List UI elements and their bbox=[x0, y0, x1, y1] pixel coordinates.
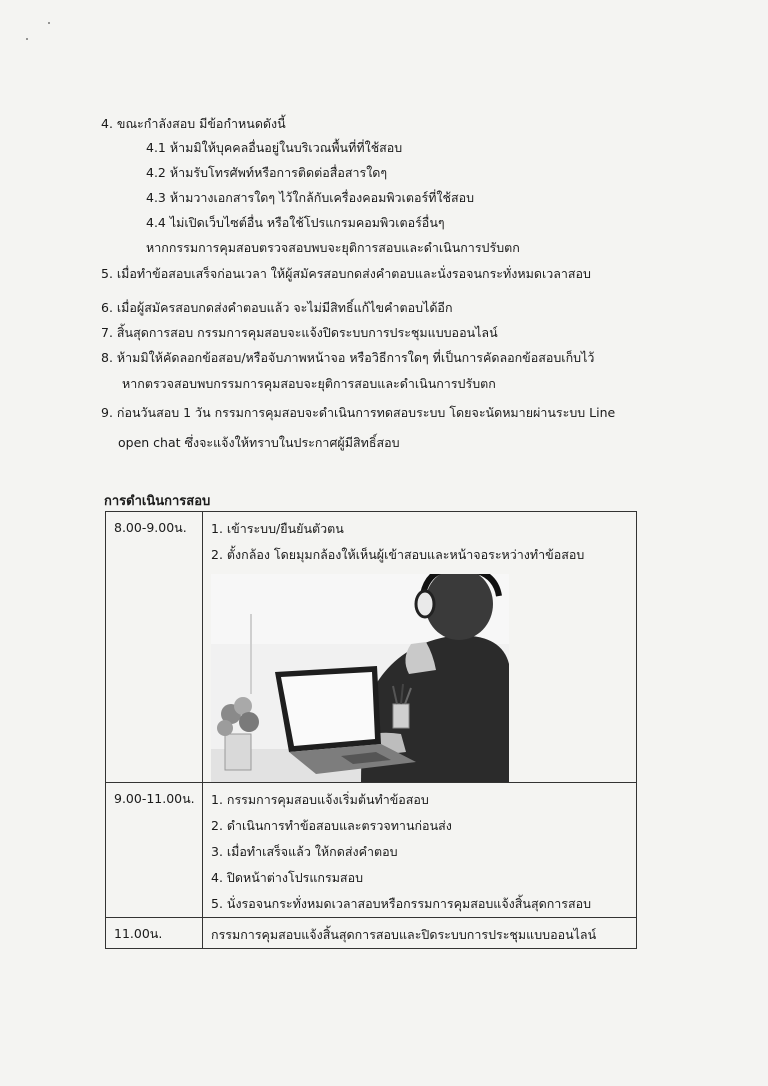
list-item: 2. ดำเนินการทำข้อสอบและตรวจทานก่อนส่ง bbox=[211, 818, 452, 833]
rule-4-1: 4.1 ห้ามมิให้บุคคลอื่นอยู่ในบริเวณพื้นที่ที่ใช้สอบ bbox=[146, 140, 403, 155]
table-row bbox=[106, 918, 637, 949]
time-cell: 11.00น. bbox=[106, 918, 203, 949]
list-item: 3. เมื่อทำเสร็จแล้ว ให้กดส่งคำตอบ bbox=[211, 844, 398, 859]
list-item: กรรมการคุมสอบแจ้งสิ้นสุดการสอบและปิดระบบการประชุมแบบออนไลน์ bbox=[211, 927, 597, 942]
scan-speck bbox=[48, 22, 50, 24]
rule-8-cont: หากตรวจสอบพบกรรมการคุมสอบจะยุติการสอบและดำเนินการปรับตก bbox=[122, 376, 496, 391]
list-item: 1. เข้าระบบ/ยืนยันตัวตน bbox=[211, 521, 344, 536]
photo-illustration bbox=[211, 574, 509, 782]
content-cell bbox=[203, 783, 637, 918]
person-laptop-headphones-photo bbox=[211, 574, 509, 782]
rule-6: 6. เมื่อผู้สมัครสอบกดส่งคำตอบแล้ว จะไม่มีสิทธิ์แก้ไขคำตอบได้อีก bbox=[101, 300, 453, 315]
rule-9: 9. ก่อนวันสอบ 1 วัน กรรมการคุมสอบจะดำเนินการทดสอบระบบ โดยจะนัดหมายผ่านระบบ Line bbox=[101, 405, 616, 420]
list-item: 2. ตั้งกล้อง โดยมุมกล้องให้เห็นผู้เข้าสอบและหน้าจอระหว่างทำข้อสอบ bbox=[211, 547, 585, 562]
section-title: การดำเนินการสอบ bbox=[104, 494, 211, 509]
rule-4-note: หากกรรมการคุมสอบตรวจสอบพบจะยุติการสอบและดำเนินการปรับตก bbox=[146, 240, 520, 255]
list-item: 1. กรรมการคุมสอบแจ้งเริ่มต้นทำข้อสอบ bbox=[211, 792, 429, 807]
rule-4: 4. ขณะกำลังสอบ มีข้อกำหนดดังนี้ bbox=[101, 116, 286, 131]
rule-9-cont: open chat ซึ่งจะแจ้งให้ทราบในประกาศผู้มีสิทธิ์สอบ bbox=[118, 435, 400, 450]
rule-7: 7. สิ้นสุดการสอบ กรรมการคุมสอบจะแจ้งปิดระบบการประชุมแบบออนไลน์ bbox=[101, 325, 498, 340]
time-cell: 8.00-9.00น. bbox=[106, 512, 203, 783]
table-row bbox=[106, 512, 637, 783]
scan-speck bbox=[26, 38, 28, 40]
list-item: 4. ปิดหน้าต่างโปรแกรมสอบ bbox=[211, 870, 364, 885]
schedule-table bbox=[105, 511, 637, 949]
rule-4-2: 4.2 ห้ามรับโทรศัพท์หรือการติดต่อสื่อสารใดๆ bbox=[146, 165, 388, 180]
list-item: 5. นั่งรอจนกระทั่งหมดเวลาสอบหรือกรรมการคุมสอบแจ้งสิ้นสุดการสอบ bbox=[211, 896, 592, 911]
content-cell bbox=[203, 512, 637, 783]
time-cell: 9.00-11.00น. bbox=[106, 783, 203, 918]
rule-8: 8. ห้ามมิให้คัดลอกข้อสอบ/หรือจับภาพหน้าจอ หรือวิธีการใดๆ ที่เป็นการคัดลอกข้อสอบเก็บไว้ bbox=[101, 350, 595, 365]
rule-4-4: 4.4 ไม่เปิดเว็บไซต์อื่น หรือใช้โปรแกรมคอมพิวเตอร์อื่นๆ bbox=[146, 215, 445, 230]
rule-4-3: 4.3 ห้ามวางเอกสารใดๆ ไว้ใกล้กับเครื่องคอมพิวเตอร์ที่ใช้สอบ bbox=[146, 190, 475, 205]
table-row bbox=[106, 783, 637, 918]
content-cell bbox=[203, 918, 637, 949]
rule-5: 5. เมื่อทำข้อสอบเสร็จก่อนเวลา ให้ผู้สมัครสอบกดส่งคำตอบและนั่งรอจนกระทั่งหมดเวลาสอบ bbox=[101, 266, 591, 281]
